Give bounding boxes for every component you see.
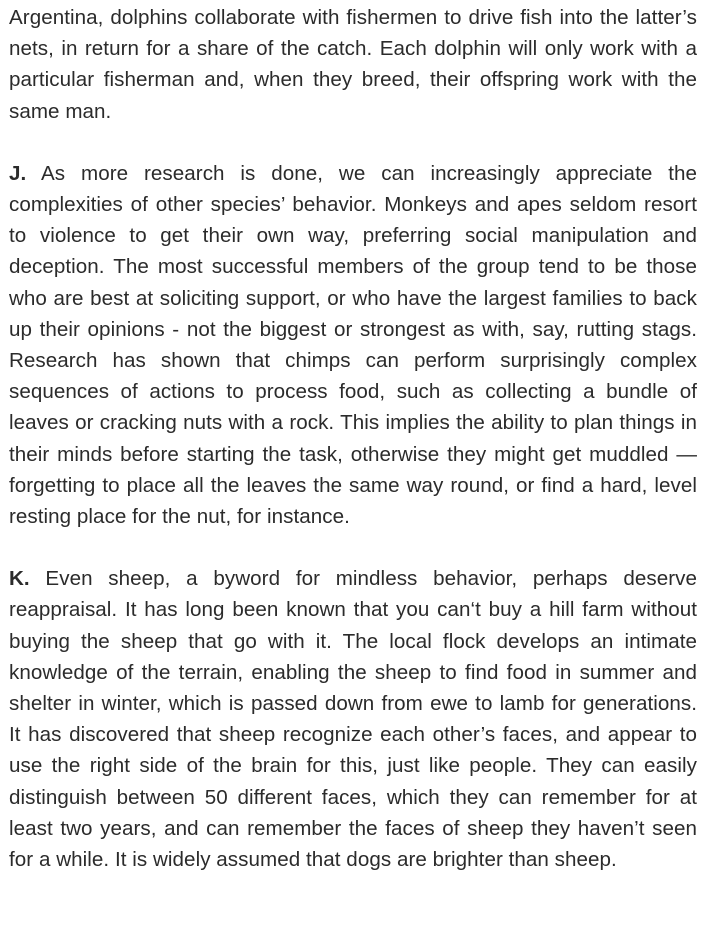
paragraph-text: Argentina, dolphins collaborate with fishermen to drive fish into the latter’s nets, in return for a share of the catch. Each dolphin will only work with a particular fisherman and, when they breed, their offspring work with the same man. xyxy=(9,6,697,123)
paragraph-text: Even sheep, a byword for mindless behavior, perhaps deserve reappraisal. It has long been known that you can‘t buy a hill farm without buying the sheep that go with it. The local flock develops an intimate knowledge of the terrain, enabling the sheep to find food in summer and shelter in winter, which is passed down from ewe to lamb for generations. It has discovered that sheep recognize each other’s faces, and appear to use the right side of the brain for this, just like people. They can easily distinguish between 50 different faces, which they can remember for at least two years, and can remember the faces of sheep they haven’t seen for a while. It is widely assumed that dogs are brighter than sheep. xyxy=(9,567,697,872)
document-page xyxy=(0,2,705,943)
paragraph-i-continuation xyxy=(9,2,697,127)
paragraph-k xyxy=(9,563,697,875)
paragraph-label: J. xyxy=(9,161,27,185)
paragraph-j xyxy=(9,158,697,532)
paragraph-label: K. xyxy=(9,567,30,591)
paragraph-text: As more research is done, we can increasingly appreciate the complexities of other species’ behavior. Monkeys and apes seldom resort to violence to get their own way, preferring social manipulation and deception. The most successful members of the group tend to be those who are best at soliciting support, or who have the largest families to back up their opinions - not the biggest or strongest as with, say, rutting stags. Research has shown that chimps can perform surprisingly complex sequences of actions to process food, such as collecting a bundle of leaves or cracking nuts with a rock. This implies the ability to plan things in their minds before starting the task, otherwise they might get muddled — forgetting to place all the leaves the same way round, or find a hard, level resting place for the nut, for instance. xyxy=(9,161,697,529)
